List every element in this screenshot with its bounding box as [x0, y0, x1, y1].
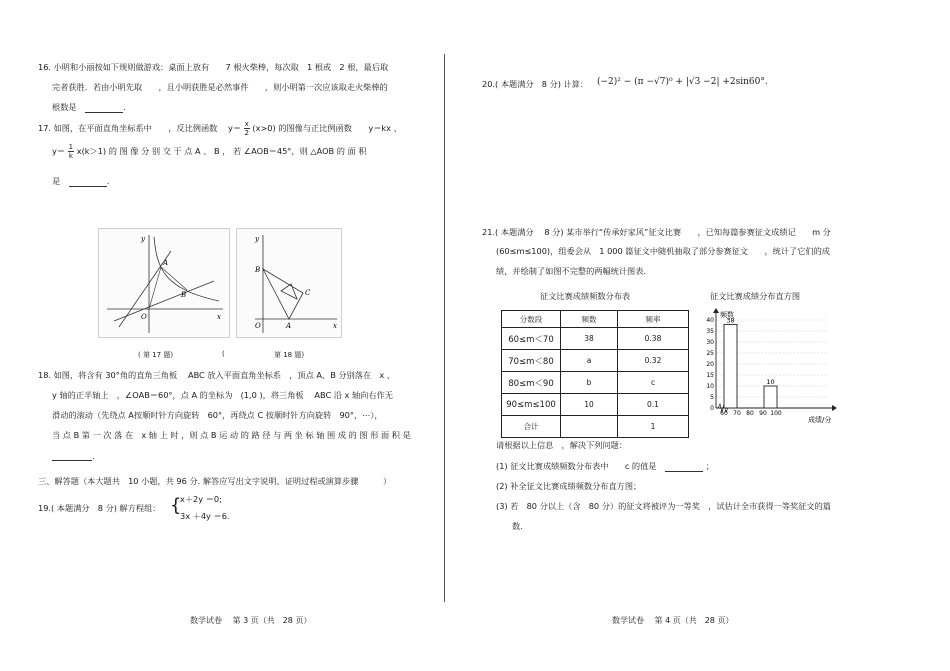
label-A: A [286, 322, 292, 330]
table-cell: 80≤m＜90 [502, 372, 561, 394]
q21-line1: 21.( 本题满分 8 分) 某市举行“传承好家风”征文比赛 ，已知每篇参赛征文成绩记 m 分 [482, 227, 831, 237]
q18-end: . [92, 451, 95, 461]
q21-line2: (60≤m≤100)，组委会从 1 000 篇征文中随机抽取了部分参赛征文 ，统计了它们的成 [496, 246, 830, 256]
table-cell: 0.32 [618, 350, 689, 372]
q21-part3b: 数. [512, 521, 523, 531]
figure-18 [236, 228, 342, 338]
q21-line3: 绩，并绘制了如图不完整的两幅统计图表. [496, 266, 646, 276]
label-x: x [333, 322, 337, 330]
y-tick-label: 25 [706, 350, 714, 358]
table-cell: 70≤m＜80 [502, 350, 561, 372]
header-cell: 分数段 [502, 311, 561, 328]
histogram-bar [724, 324, 737, 408]
x-tick-label: 90 [759, 410, 767, 417]
frac-num: x [244, 120, 249, 128]
answer-blank [85, 103, 123, 113]
figure-17-graph [99, 229, 229, 337]
q16-end: . [123, 102, 126, 112]
table-cell: 60≤m＜70 [502, 328, 561, 350]
table-cell: 0.38 [618, 328, 689, 350]
line-y-1k-x [114, 281, 214, 321]
q21-part3a: (3) 若 80 分以上（含 80 分）的征文将被评为一等奖 ，试估计全市获得一等奖征文的篇 [496, 501, 831, 511]
label-C: C [305, 289, 311, 297]
y-eq: y＝ [227, 123, 242, 133]
fraction-1-over-k [68, 143, 74, 160]
caption-17: ( 第 17 题) [138, 351, 174, 359]
q17-line3 [52, 176, 109, 187]
footer-right: 数学试卷 第 4 页（共 28 页） [612, 616, 734, 625]
fraction-x-over-2 [244, 120, 250, 137]
y-tick-label: 15 [706, 372, 714, 380]
q21-intro: 请根据以上信息 ，解决下列问题： [496, 440, 628, 450]
label-A: A [163, 259, 169, 267]
label-B: B [181, 291, 187, 299]
q17-line1a: 17. 如图，在平面直角坐标系中 ，反比例函数 [38, 123, 218, 133]
histogram-bar [764, 386, 777, 408]
header-cell: 频数 [561, 311, 618, 328]
x-tick-label: 70 [733, 410, 741, 417]
q17-line2 [52, 143, 367, 160]
q19-eq2: 3x ＋4y ＝6. [180, 511, 230, 521]
table-cell: 10 [561, 394, 618, 416]
label-O: O [255, 322, 261, 330]
q16-line3 [52, 102, 126, 113]
frac-den: k [68, 152, 73, 160]
x-tick-label: 100 [770, 410, 782, 417]
q21-part2: (2) 补全征文比赛成绩频数分布直方图； [496, 481, 642, 491]
header-cell: 频率 [618, 311, 689, 328]
figure-18-graph [237, 229, 341, 337]
answer-blank [52, 451, 92, 461]
table-cell: 1 [618, 416, 689, 438]
table-header-row [502, 311, 689, 328]
table-cell: c [618, 372, 689, 394]
x-tick-label: 80 [746, 410, 754, 417]
q21-part1-end: ； [705, 461, 714, 471]
x-tick-label: 60 [720, 410, 728, 417]
histogram-y-ticks [706, 317, 714, 412]
caption-18: 第 18 题) [274, 351, 305, 359]
label-x: x [217, 313, 221, 321]
x-axis-arrow-icon [832, 405, 837, 411]
q17-line3-text: 是 [52, 176, 61, 186]
y-axis-arrow-icon [713, 308, 719, 313]
table-row [502, 394, 689, 416]
y-tick-label: 30 [706, 339, 714, 347]
q18-line1: 18. 如图，将含有 30°角的直角三角板 ABC 放入平面直角坐标系 ，顶点 A、B 分别落在 x 、 [38, 370, 395, 380]
y-tick-label: 40 [706, 317, 714, 325]
histogram-title: 征文比赛成绩分布直方图 [710, 291, 801, 301]
frequency-table [501, 310, 689, 438]
frac-num: 1 [68, 143, 74, 151]
table-cell: a [561, 350, 618, 372]
q16-line3-text: 根数是 [52, 102, 77, 112]
y-tick-label: 35 [706, 328, 714, 336]
bar-data-label: 10 [766, 378, 775, 386]
histogram-ylabel: 频数 [720, 311, 734, 319]
histogram-x-ticks [720, 410, 782, 417]
q17-end: . [106, 176, 110, 186]
q17-y: y＝ [52, 146, 66, 156]
y-tick-label: 0 [710, 405, 714, 413]
q19-eq1: x＋2y ＝0; [180, 494, 222, 504]
segment-AB [161, 267, 187, 290]
table-cell: 38 [561, 328, 618, 350]
q19-label: 19.( 本题满分 8 分) 解方程组： [38, 503, 161, 513]
y-tick-label: 20 [706, 361, 714, 369]
table-cell: b [561, 372, 618, 394]
table-cell: 90≤m≤100 [502, 394, 561, 416]
q18-line3: 滑动的滚动（先绕点 A按顺时针方向旋转 60°，再绕点 C 按顺时针方向旋转 90°，⋯）， [52, 410, 383, 420]
table-cell: 0.1 [618, 394, 689, 416]
y-tick-label: 5 [710, 394, 714, 402]
q18-line5 [52, 451, 95, 461]
brace-icon: { [170, 495, 182, 516]
q18-line2: y 轴的正半轴上 ，∠OAB＝60°，点 A 的坐标为 (1,0 )，将三角板 ABC 沿 x 轴向右作无 [52, 390, 393, 400]
q16-line1: 16. 小明和小丽按如下规则做游戏：桌面上放有 7 根火柴棒，每次取 1 根或 2 根，最后取 [38, 62, 389, 72]
table-cell [561, 416, 618, 438]
label-y: y [255, 235, 259, 243]
q18-line4: 当 点 B 第 一 次 落 在 x 轴 上 时 ，则 点 B 运 动 的 路 径 与 两 坐 标 轴 围 成 的 图 形 面 积 是 [52, 430, 411, 440]
triangle-inner [281, 284, 297, 299]
table-row [502, 416, 689, 438]
table-title: 征文比赛成绩频数分布表 [540, 291, 631, 301]
histogram-bars [724, 316, 777, 408]
figure-17 [98, 228, 230, 338]
q17-line1b: (x>0) 的图像与正比例函数 y＝kx 、 [252, 123, 402, 133]
footer-left: 数学试卷 第 3 页（共 28 页） [190, 616, 312, 625]
q17-line1 [38, 120, 402, 137]
section-3-heading: 三、解答题（本大题共 10 小题，共 96 分. 解答应写出文字说明、证明过程或演算步骤 ） [38, 476, 392, 486]
table-row [502, 350, 689, 372]
q21-part1-text: (1) 征文比赛成绩频数分布表中 c 的值是 [496, 461, 657, 471]
answer-blank [69, 177, 107, 187]
histogram-xlabel: 成绩/分 [808, 416, 832, 424]
bar-data-label: 38 [726, 316, 735, 325]
hyperbola-curve [154, 237, 219, 301]
label-B: B [255, 266, 261, 274]
q20-label: 20.( 本题满分 8 分) 计算： [482, 79, 589, 89]
answer-blank [665, 462, 703, 472]
page-divider [444, 54, 445, 602]
caption-18-open: ( [222, 350, 225, 358]
table-cell: 合计 [502, 416, 561, 438]
label-y: y [141, 235, 145, 243]
table-row [502, 372, 689, 394]
table-row [502, 328, 689, 350]
histogram-chart [702, 308, 844, 426]
q16-line2: 完者获胜．若由小明先取 ，且小明获胜是必然事件 ，则小明第一次应该取走火柴棒的 [52, 82, 388, 92]
q21-part1 [496, 461, 714, 472]
y-tick-label: 10 [706, 383, 714, 391]
triangle-ABC [263, 269, 303, 319]
q20-expression: (−2)² − (π −√7)⁰ + |√3 −2| +2sin60°. [597, 77, 768, 87]
q17-line2b: x(k＞1) 的 图 像 分 别 交 于 点 A 、 B ， 若 ∠AOB＝45°，则 △AOB 的 面 积 [76, 146, 367, 156]
frac-den: 2 [244, 129, 249, 137]
label-O: O [141, 313, 147, 321]
